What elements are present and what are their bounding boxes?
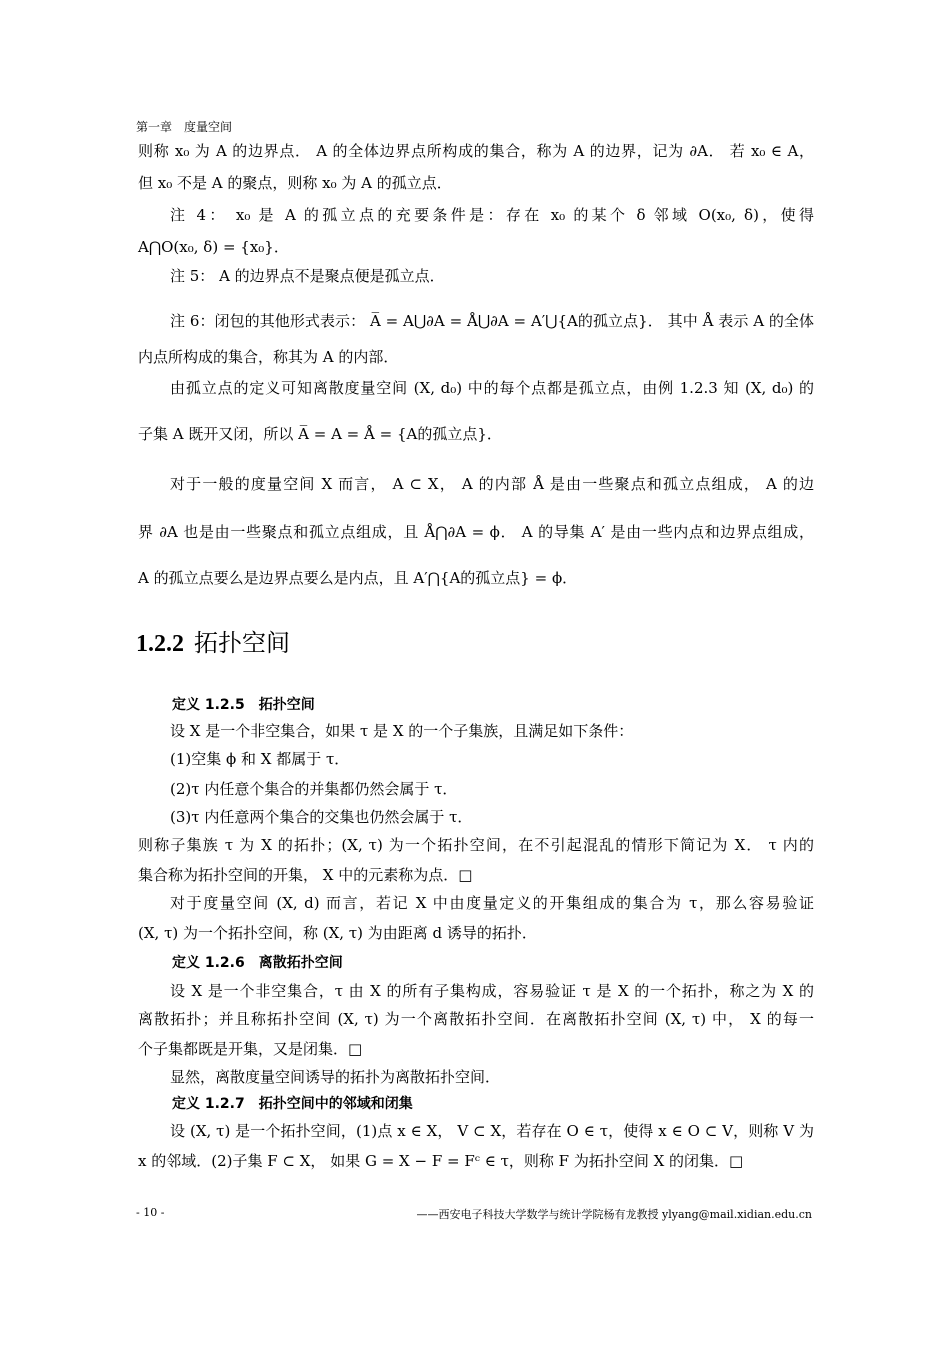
body-line: 界 ∂A 也是由一些聚点和孤立点组成，且 Å⋂∂A = ϕ． A 的导集 A′ 是由一些内点和边界点组成， xyxy=(138,523,814,541)
body-line: 由孤立点的定义可知离散度量空间 (X, d₀) 中的每个点都是孤立点，由例 1.2.3 知 (X, d₀) 的 xyxy=(170,379,814,397)
body-line: 个子集都既是开集，又是闭集．□ xyxy=(138,1040,363,1058)
body-line: A 的孤立点要么是边界点要么是内点，且 A′⋂{A的孤立点} = ϕ． xyxy=(138,569,578,587)
body-line: 对于度量空间 (X, d) 而言，若记 X 中由度量定义的开集组成的集合为 τ，那么容易验证 xyxy=(170,894,814,912)
body-line: 注 6：闭包的其他形式表示： A̅ = A⋃∂A = Å⋃∂A = A′⋃{A的孤立点}． 其中 Å 表示 A 的全体 xyxy=(170,312,814,330)
body-line: 内点所构成的集合，称其为 A 的内部． xyxy=(138,348,399,366)
body-line: 但 x₀ 不是 A 的聚点，则称 x₀ 为 A 的孤立点． xyxy=(138,174,452,192)
body-line: 设 (X, τ) 是一个拓扑空间，(1)点 x ∈ X， V ⊂ X，若存在 O ∈ τ，使得 x ∈ O ⊂ V，则称 V 为 xyxy=(170,1122,814,1140)
body-line: 注 5： A 的边界点不是聚点便是孤立点． xyxy=(170,267,445,285)
section-title: 拓扑空间 xyxy=(194,629,290,657)
section-number: 1.2.2 xyxy=(136,631,184,657)
definition-heading: 定义 1.2.5 拓扑空间 xyxy=(172,697,315,713)
body-line: 注 4： x₀ 是 A 的孤立点的充要条件是：存在 x₀ 的某个 δ 邻域 O(x₀, δ)，使得 xyxy=(170,206,814,224)
footer-credit: ——西安电子科技大学数学与统计学院杨有龙教授 ylyang@mail.xidian.edu.cn xyxy=(416,1208,812,1221)
section-heading xyxy=(136,628,290,659)
definition-heading: 定义 1.2.6 离散拓扑空间 xyxy=(172,955,343,971)
body-line: 子集 A 既开又闭，所以 A̅ = A = Å = {A的孤立点}． xyxy=(138,425,502,443)
body-line: x 的邻域．(2)子集 F ⊂ X， 如果 G = X − F = Fᶜ ∈ τ，则称 F 为拓扑空间 X 的闭集．□ xyxy=(138,1152,744,1170)
body-line: 离散拓扑；并且称拓扑空间 (X, τ) 为一个离散拓扑空间．在离散拓扑空间 (X, τ) 中， X 的每一 xyxy=(138,1010,814,1028)
body-line: 设 X 是一个非空集合，如果 τ 是 X 的一个子集族，且满足如下条件： xyxy=(170,722,634,740)
body-line: 设 X 是一个非空集合，τ 由 X 的所有子集构成，容易验证 τ 是 X 的一个拓扑，称之为 X 的 xyxy=(170,982,814,1000)
definition-heading: 定义 1.2.7 拓扑空间中的邻域和闭集 xyxy=(172,1096,413,1112)
body-line: (2)τ 内任意个集合的并集都仍然会属于 τ． xyxy=(170,780,458,798)
body-line: 则称子集族 τ 为 X 的拓扑；(X, τ) 为一个拓扑空间，在不引起混乱的情形下简记为 X． τ 内的 xyxy=(138,836,814,854)
running-header: 第一章 度量空间 xyxy=(136,120,233,134)
body-line: (3)τ 内任意两个集合的交集也仍然会属于 τ． xyxy=(170,808,473,826)
body-line: (1)空集 ϕ 和 X 都属于 τ． xyxy=(170,750,350,768)
body-line: 对于一般的度量空间 X 而言， A ⊂ X， A 的内部 Å 是由一些聚点和孤立点组成， A 的边 xyxy=(170,475,814,493)
body-line: 显然，离散度量空间诱导的拓扑为离散拓扑空间． xyxy=(170,1068,501,1086)
body-line: (X, τ) 为一个拓扑空间，称 (X, τ) 为由距离 d 诱导的拓扑． xyxy=(138,924,537,942)
body-line: A⋂O(x₀, δ) = {x₀}． xyxy=(138,238,289,256)
body-line: 集合称为拓扑空间的开集， X 中的元素称为点．□ xyxy=(138,866,473,884)
body-line: 则称 x₀ 为 A 的边界点． A 的全体边界点所构成的集合，称为 A 的边界，记为 ∂A． 若 x₀ ∈ A， xyxy=(138,142,814,160)
page-number: - 10 - xyxy=(136,1206,165,1219)
